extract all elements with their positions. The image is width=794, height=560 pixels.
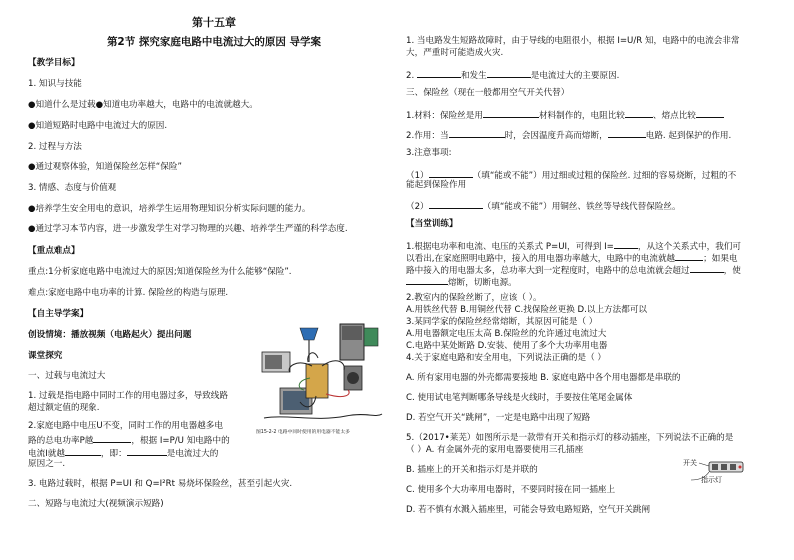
overload-2c: 电流I就越 ，即： 是电流过大的 bbox=[28, 446, 218, 459]
power-strip-illustration bbox=[665, 458, 775, 486]
short-1a: 1. 当电路发生短路故障时，由于导线的电阻很小，根据 I=U/R 知，电路中的电流会非常 bbox=[406, 36, 740, 46]
fill-blank[interactable] bbox=[696, 108, 724, 118]
knowledge-item-2: ●知道短路时电路中电流过大的原因. bbox=[28, 121, 168, 131]
q3-options-cd: C.电路中某处断路 D.安装、使用了多个大功率用电器 bbox=[406, 341, 608, 351]
process-item-1: ●通过观察体验，知道保险丝怎样“保险” bbox=[28, 162, 182, 172]
appliances-drawing bbox=[256, 318, 386, 426]
training-header: 【当堂训练】 bbox=[406, 219, 458, 229]
overload-1b: 超过额定值的现象. bbox=[28, 403, 100, 413]
fill-blank[interactable] bbox=[406, 275, 448, 285]
q5-option-d: D. 若不慎有水溅入插座里，可能会导致电路短路，空气开关跳闸 bbox=[406, 505, 651, 515]
q5b: （ ）A. 有金属外壳的家用电器要使用三孔插座 bbox=[406, 445, 584, 455]
chapter-title: 第十五章 bbox=[192, 16, 236, 29]
q5-option-b: B. 插座上的开关和指示灯是并联的 bbox=[406, 465, 538, 475]
process-header: 2. 过程与方法 bbox=[28, 142, 82, 152]
q4: 4.关于家庭电路和安全用电，下列说法正确的是（ ） bbox=[406, 353, 606, 363]
socket-drawing bbox=[665, 458, 775, 486]
fill-blank[interactable] bbox=[65, 446, 101, 456]
q3-options-ab: A.用电器额定电压太高 B.保险丝的允许通过电流过大 bbox=[406, 329, 607, 339]
fuse-3: 3.注意事项: bbox=[406, 148, 452, 158]
overload-3: 3. 电路过载时，根据 P=UI 和 Q=I²Rt 易烧坏保险丝，甚至引起火灾. bbox=[28, 479, 293, 489]
lesson-title: 第2节 探究家庭电路中电流过大的原因 导学案 bbox=[106, 36, 322, 48]
keypoint-text: 重点:1分析家庭电路中电流过大的原因;知道保险丝为什么能够“保险”. bbox=[28, 267, 292, 277]
overload-1a: 1. 过载是指电路中同时工作的用电器过多，导致线路 bbox=[28, 391, 228, 401]
difficulty-text: 难点:家庭电路中电功率的计算. 保险丝的构造与原理. bbox=[28, 288, 229, 298]
fill-blank[interactable] bbox=[483, 108, 539, 118]
fill-blank[interactable] bbox=[429, 199, 483, 209]
short-1b: 大，严重时可能造成火灾. bbox=[406, 48, 504, 58]
fill-blank[interactable] bbox=[487, 68, 531, 78]
goals-header: 【教学目标】 bbox=[28, 58, 80, 68]
knowledge-item-1: ●知道什么是过载●知道电功率越大，电路中的电流就越大。 bbox=[28, 100, 258, 110]
attitude-header: 3. 情感、态度与价值观 bbox=[28, 183, 117, 193]
q5a: 5.（2017•莱芜）如图所示是一款带有开关和指示灯的移动插座，下列说法不正确的是 bbox=[406, 433, 734, 443]
overload-header: 一、过载与电流过大 bbox=[28, 371, 106, 381]
fill-blank[interactable] bbox=[449, 128, 505, 138]
q1a: 1.根据电功率和电流、电压的关系式 P=UI，可得到 I= ，从这个关系式中，我们可 bbox=[406, 239, 741, 252]
fill-blank[interactable] bbox=[417, 68, 461, 78]
scene-text: 创设情境：播放视频（电路起火）提出问题 bbox=[28, 330, 192, 340]
indicator-label: 指示灯 bbox=[701, 476, 722, 484]
q4-option-c: C. 使用试电笔判断哪条导线是火线时，手要按住笔尾金属体 bbox=[406, 393, 633, 403]
q1d: 熔断，切断电源。 bbox=[406, 275, 517, 288]
fuse-1: 1.材料：保险丝是用 材料制作的，电阻比较 、熔点比较 bbox=[406, 108, 724, 121]
explore-header: 课堂探究 bbox=[28, 351, 63, 361]
fill-blank[interactable] bbox=[93, 433, 131, 443]
short-circuit-header: 二、短路与电流过大(视频演示短路) bbox=[28, 499, 164, 509]
fill-blank[interactable] bbox=[625, 108, 653, 118]
fuse-3b: （2） （填“能或不能”）用铜丝、铁丝等导线代替保险丝。 bbox=[406, 199, 681, 212]
fuse-header: 三、保险丝（现在一般都用空气开关代替） bbox=[406, 88, 570, 98]
knowledge-header: 1. 知识与技能 bbox=[28, 79, 82, 89]
fuse-2: 2.作用：当 时，会因温度升高而熔断， 电路. 起到保护的作用. bbox=[406, 128, 731, 141]
fill-blank[interactable] bbox=[614, 239, 638, 249]
overload-2a: 2.家庭电路中电压U不变，同时工作的用电器越多电 bbox=[28, 421, 223, 431]
q5-option-c: C. 使用多个大功率用电器时，不要同时接在同一插座上 bbox=[406, 485, 616, 495]
fill-blank[interactable] bbox=[127, 446, 167, 456]
overload-illustration bbox=[256, 318, 386, 450]
q1b: 以看出,在家庭照明电路中，接入的用电器功率越大，电路中的电流就越 ；如果电 bbox=[406, 251, 738, 264]
q4-option-d: D. 若空气开关“跳闸”，一定是电路中出现了短路 bbox=[406, 413, 591, 423]
q4-option-ab: A. 所有家用电器的外壳都需要接地 B. 家庭电路中各个用电器都是串联的 bbox=[406, 373, 681, 383]
attitude-item-1: ●培养学生安全用电的意识，培养学生运用物理知识分析实际问题的能力。 bbox=[28, 204, 311, 214]
fuse-3a: （1） （填“能或不能”）用过细或过粗的保险丝. 过细的容易烧断，过粗的不 bbox=[406, 168, 736, 181]
fuse-3a-2: 能起到保险作用 bbox=[406, 180, 467, 190]
keypoint-header: 【重点难点】 bbox=[28, 246, 80, 256]
switch-label: 开关 bbox=[683, 459, 697, 467]
short-2: 2. 和发生 是电流过大的主要原因. bbox=[406, 68, 619, 81]
q1c: 路中接入的用电器太多，总功率大到一定程度时，电路中的总电流就会超过 ，使 bbox=[406, 263, 741, 276]
overload-2d: 原因之一. bbox=[28, 459, 66, 469]
fill-blank[interactable] bbox=[675, 251, 703, 261]
self-study-header: 【自主导学案】 bbox=[28, 309, 89, 319]
fill-blank[interactable] bbox=[429, 168, 473, 178]
fill-blank[interactable] bbox=[690, 263, 724, 273]
attitude-item-2: ●通过学习本节内容，进一步激发学生对学习物理的兴趣、培养学生严谨的科学态度. bbox=[28, 224, 348, 234]
q3: 3.某同学家的保险丝经常熔断，其原因可能是（ ） bbox=[406, 317, 598, 327]
figure-caption: 图15-2-2 电路中同时使用的用电器不能太多 bbox=[256, 430, 350, 435]
q2: 2.教室内的保险丝断了，应该（ ）。 bbox=[406, 293, 542, 303]
overload-2b: 路的总电功率P越 ，根据 I=P/U 知电路中的 bbox=[28, 433, 230, 446]
fill-blank[interactable] bbox=[608, 128, 646, 138]
q2-options: A.用铁丝代替 B.用铜丝代替 C.找保险丝更换 D.以上方法都可以 bbox=[406, 305, 648, 315]
